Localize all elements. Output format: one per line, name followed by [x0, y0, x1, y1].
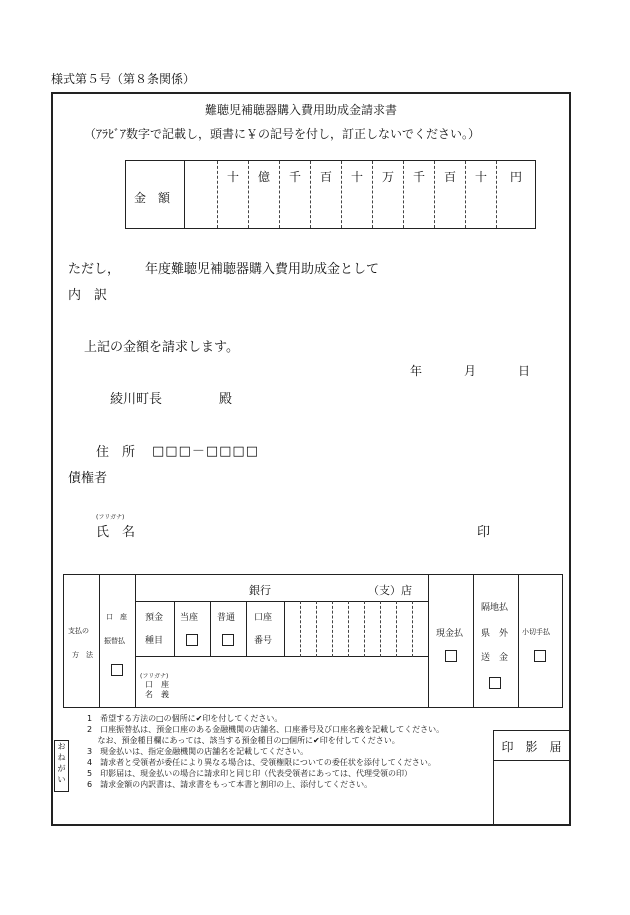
checking-checkbox[interactable] — [186, 634, 198, 646]
bank-label: 銀行 — [249, 584, 271, 597]
holder-label: 名 義 — [145, 690, 169, 699]
note-item: 3 現金払いは、指定金融機関の店舗名を記載してください。 — [87, 747, 309, 756]
amount-digit[interactable] — [279, 161, 310, 228]
note-item: 5 印影届は、現金払いの場合に請求印と同じ印（代表受領者にあっては、代理受領の印） — [87, 769, 413, 778]
unit-label: 百 — [319, 170, 332, 184]
address-label: 住 所 — [96, 445, 136, 460]
amount-digit[interactable] — [465, 161, 496, 228]
amount-digit[interactable] — [217, 161, 248, 228]
notes-label-char: お — [57, 742, 66, 751]
cash-label: 現金払 — [436, 629, 464, 639]
form-number: 様式第５号（第８条関係） — [51, 72, 196, 86]
transfer-checkbox[interactable] — [111, 664, 123, 676]
seal-impression-box[interactable] — [493, 730, 570, 826]
seal-impression-label: 印 影 届 — [501, 740, 562, 754]
breakdown-label: 内 訳 — [68, 288, 108, 303]
amount-digit[interactable] — [248, 161, 279, 228]
amount-digit[interactable] — [372, 161, 403, 228]
amount-digit[interactable] — [434, 161, 465, 228]
note-item: 4 請求者と受領者が委任により異なる場合は、受領権限についての委任状を添付してください。 — [87, 758, 436, 767]
remote-checkbox[interactable] — [489, 677, 501, 689]
amount-table — [125, 160, 536, 229]
date-year: 年 — [410, 364, 423, 378]
branch-label: （支）店 — [368, 584, 412, 597]
unit-label: 円 — [509, 170, 522, 184]
postal-code-field[interactable]: □□□－□□□□ — [152, 444, 259, 459]
checking-label: 当座 — [180, 613, 199, 623]
unit-label: 千 — [412, 170, 425, 184]
transfer-label: 振替払 — [104, 637, 125, 645]
cash-checkbox[interactable] — [445, 650, 457, 662]
note-item: 2 口座振替払は、預金口座のある金融機関の店舗名、口座番号及び口座名義を記載してください。 — [87, 725, 445, 734]
holder-label: 口 座 — [145, 680, 169, 689]
unit-label: 億 — [257, 170, 270, 184]
remote-label: 県 外 — [481, 629, 509, 639]
notes-label-box — [54, 740, 69, 792]
note-item: なお、預金種目欄にあっては、該当する預金種目の□個所に✔印を付してください。 — [87, 736, 400, 745]
note-item: 6 請求金額の内訳書は、請求書をもって本書と割印の上、添付してください。 — [87, 780, 373, 789]
remote-label: 送 金 — [481, 653, 509, 663]
method-label: 支払の — [68, 627, 89, 635]
amount-digit[interactable] — [403, 161, 434, 228]
account-number-label: 口座 — [254, 613, 273, 623]
check-checkbox[interactable] — [534, 650, 546, 662]
holder-furigana-label: (フリガナ) — [140, 673, 169, 680]
unit-label: 万 — [381, 170, 394, 184]
form-title: 難聴児補聴器購入費用助成金請求書 — [205, 103, 398, 117]
seal-mark: 印 — [477, 525, 491, 540]
name-label: 氏 名 — [96, 525, 136, 540]
unit-label: 十 — [350, 170, 363, 184]
method-label: 方 法 — [72, 651, 93, 659]
purpose-text: 年度難聴児補聴器購入費用助成金として — [145, 262, 380, 277]
notes-label-char: い — [57, 775, 66, 784]
savings-label: 普通 — [217, 613, 236, 623]
addressee: 綾川町長 — [110, 392, 163, 407]
furigana-label: (フリガナ) — [96, 514, 125, 521]
tadashi-label: ただし， — [68, 262, 121, 277]
instruction-text: （ｱﾗﾋﾞｱ数字で記載し，頭書に￥の記号を付し，訂正しないでください。） — [84, 127, 481, 141]
unit-label: 十 — [474, 170, 487, 184]
note-item: 1 希望する方法の□の個所に✔印を付してください。 — [87, 714, 283, 723]
notes-label-char: が — [57, 764, 66, 773]
date-month: 月 — [464, 364, 477, 378]
request-text: 上記の金額を請求します。 — [84, 340, 239, 355]
unit-label: 百 — [443, 170, 456, 184]
account-number-label: 番号 — [254, 636, 273, 646]
unit-label: 十 — [226, 170, 239, 184]
amount-label: 金 額 — [134, 191, 171, 205]
date-day: 日 — [518, 364, 531, 378]
transfer-label: 口 座 — [106, 613, 127, 621]
check-label: 小切手払 — [522, 628, 550, 636]
creditor-label: 債権者 — [68, 471, 108, 486]
deposit-type-label: 種目 — [145, 636, 164, 646]
honorific: 殿 — [219, 392, 233, 407]
notes-label-char: ね — [57, 753, 66, 762]
unit-label: 千 — [288, 170, 301, 184]
amount-digit[interactable] — [341, 161, 372, 228]
deposit-type-label: 預金 — [145, 613, 164, 623]
remote-label: 隔地払 — [481, 603, 509, 613]
amount-digit[interactable] — [310, 161, 341, 228]
amount-digit[interactable] — [184, 161, 217, 228]
amount-digit[interactable] — [496, 161, 535, 228]
savings-checkbox[interactable] — [222, 634, 234, 646]
